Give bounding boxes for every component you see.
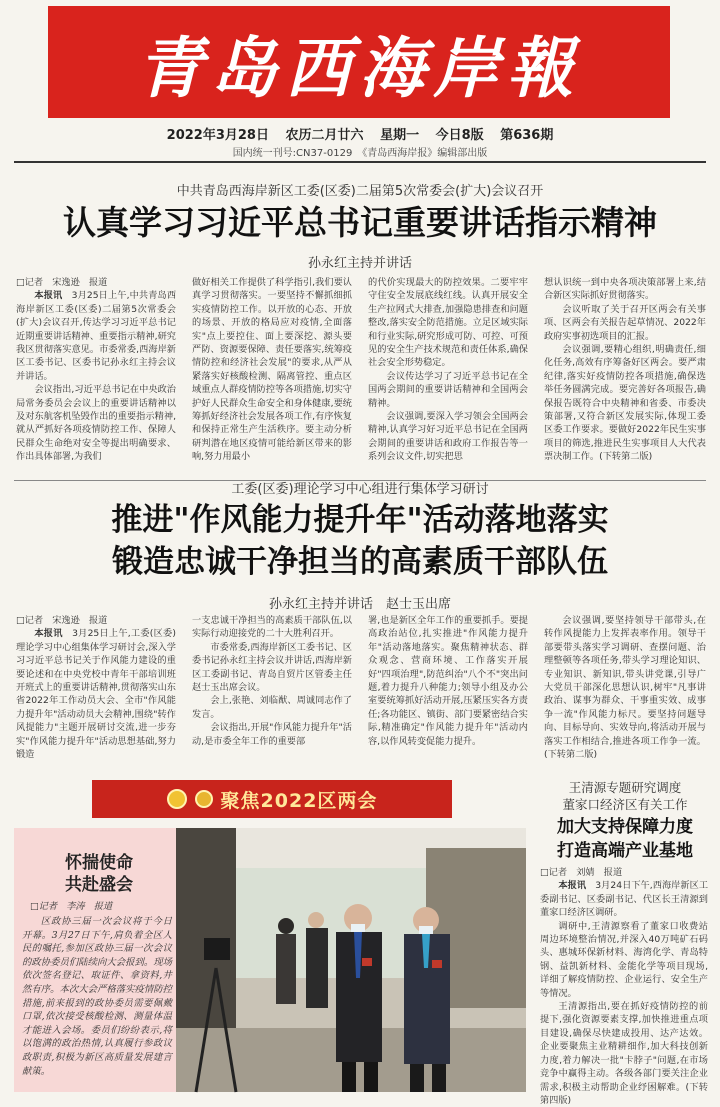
feature-title bbox=[24, 852, 174, 896]
article1-column-1 bbox=[16, 276, 176, 476]
article2-kicker: 工委(区委)理论学习中心组进行集体学习研讨 bbox=[231, 482, 489, 497]
article2-byline: □记者 宋逸逊 报道 bbox=[16, 615, 108, 626]
article2-subhead: 孙永红主持并讲话 赵士玉出席 bbox=[268, 597, 451, 612]
article1-lead-label: 本报讯 bbox=[34, 290, 63, 302]
article1-headline: 认真学习习近平总书记重要讲话指示精神 bbox=[63, 203, 657, 242]
party-emblem-icon bbox=[167, 789, 187, 809]
side-headline-line1: 加大支持保障力度 bbox=[557, 817, 693, 837]
article1-column-2 bbox=[192, 276, 352, 476]
article1-column-3 bbox=[368, 276, 528, 476]
side-body2: 调研中,王清源察看了董家口收费站周边环境整治情况,并深入40万吨矿石码头、惠城环保新材料、海湾化学、青岛特钢、益凯新材料、金能化学等项目现场,详细了解疫情防控、企业运行、安全生产等情况。 bbox=[540, 920, 708, 999]
side-body3: 王清源指出,要在抓好疫情防控的前提下,强化资源要素支撑,加快推进重点项目建设,确保尽快建成投用、达产达效。企业要聚焦主业精耕细作,加大科技创新力度,着力解决一批"卡脖子"问题,在市场竞争中赢得主动。各级各部门要关注企业需求,积极主动帮助企业纾困解难。(下转第四版) bbox=[540, 1001, 708, 1106]
issue-publisher: 国内统一刊号:CN37-0129 《青岛西海岸报》编辑部出版 bbox=[232, 148, 488, 159]
article2-column-4 bbox=[544, 614, 706, 772]
article2-col2c-text: 会上,张艳、刘临猷、周诚同志作了发言。 bbox=[192, 695, 352, 720]
article2-col2d-text: 会议指出,开展"作风能力提升年"活动,是市委全年工作的重要部 bbox=[192, 722, 352, 747]
news-photo-illustration bbox=[176, 828, 526, 1092]
article1-subhead: 孙永红主持并讲话 bbox=[307, 256, 412, 271]
feature-title-line1: 怀揣使命 bbox=[65, 853, 133, 873]
news-photo bbox=[176, 828, 526, 1092]
article2-headline-line2: 锻造忠诚干净担当的高素质干部队伍 bbox=[112, 544, 608, 580]
feature-byline: □记者 李涛 报道 bbox=[30, 901, 113, 912]
article1-kicker: 中共青岛西海岸新区工委(区委)二届第5次常委会(扩大)会议召开 bbox=[176, 184, 544, 199]
article2-lead-label: 本报讯 bbox=[34, 628, 63, 640]
issue-date: 2022年3月28日 bbox=[166, 128, 269, 143]
article2-column-2 bbox=[192, 614, 352, 772]
article1-col1-text: 3月25日上午,中共青岛西海岸新区工委(区委)二届第5次常委会(扩大)会议召开,传达学习习近平总书记近期重要讲话精神、重要指示精神,研究我区贯彻落实意见。市委常委,西海岸新区工委书记、区委书记孙永红主持会议并讲话。 bbox=[16, 290, 177, 382]
article1-col2-text: 做好相关工作提供了科学指引,我们要认真学习贯彻落实。一要坚持不懈抓细抓实疫情防控工作。以开放的心态、开放的场景、开放的格局应对疫情,全面落实"点上要控住、面上要深挖、源头要严防、资源要保障、责任要落实,统筹疫情防控和经济社会发展"的要求,从严从紧落实好核酸检测、隔离管控、重点区域重点人群疫情防控等各项措施,切实守护好人民群众生命安全和身体健康,要统筹抓好经济社会发展各项工作,有序恢复和保持正常生产生活秩序。要主动分析研判潜在地区疫情可能给新区带来的影响,努力用最小 bbox=[192, 277, 352, 463]
article1-col4c-text: 会议强调,要精心组织,明确责任,细化任务,高效有序筹备好区两会。要严肃纪律,落实好疫情防控各项措施,确保选举任务圆满完成。要完善好各项报告,确保报告既符合中央精神和省委、市委决策部署,又符合新区发展实际,体现工委区委工作要求。要做好2022年民生实事项目的筛选,推进民生实事项目人大代表票决制工作。(下转第二版) bbox=[544, 344, 706, 463]
issue-pages: 今日8版 bbox=[435, 128, 484, 143]
article2-headline-line1: 推进"作风能力提升年"活动落地落实 bbox=[111, 502, 609, 538]
divider bbox=[14, 161, 706, 163]
side-byline: □记者 刘婧 报道 bbox=[540, 867, 623, 878]
article2-col3-text: 署,也是新区全年工作的重要抓手。要提高政治站位,扎实推进"作风能力提升年"活动落地落实。聚焦精神状态、群众观念、营商环境、工作落实开展好"四项治理",防范纠治"八个不"突出问题,着力提升八种能力;领导小组及办公室要统筹抓好活动开展,压紧压实各方责任;各功能区、镇街、部门要紧密结合实际,精准确定"作风能力提升年"活动内容,以作风转变促能力提升。 bbox=[368, 615, 528, 747]
article1-col3b-text: 会议传达学习了习近平总书记在全国两会期间的重要讲话精神和全国两会精神。 bbox=[368, 370, 528, 409]
article2-col1-text: 3月25日上午,工委(区委)理论学习中心组集体学习研讨会,深入学习习近平总书记关于作风能力建设的重要论述和在中央党校中青年干部培训班开班式上的重要讲话精神,贯彻落实山东省2022年工作动员大会、全市"作风能力提升年"活动动员大会精神,围绕"转作风提能力"主题开展研讨交流,进一步夯实"作风能力提升年"活动思想基础,努力锻造 bbox=[16, 628, 177, 761]
article1-col3c-text: 会议强调,要深入学习领会全国两会精神,认真学习好习近平总书记在全国两会期间的重要讲话和政府工作报告等一系列会议文件,切实把思 bbox=[368, 411, 528, 463]
article2-column-3 bbox=[368, 614, 528, 772]
article1-col3-text: 的代价实现最大的防控效果。二要牢牢守住安全发展底线红线。认真开展安全生产拉网式大排查,加强隐患排查和问题整改,落实安全防范措施。立足区域实际和行业实际,研究形成可防、可控、可预见的安全生产技术规范和责任体系,确保社会安全形势稳定。 bbox=[368, 277, 528, 369]
issue-lunar: 农历二月廿六 bbox=[285, 128, 364, 143]
side-kicker-line2: 董家口经济区有关工作 bbox=[562, 797, 688, 812]
masthead bbox=[48, 6, 670, 118]
issue-weekday: 星期一 bbox=[380, 128, 420, 143]
issue-number: 第636期 bbox=[500, 128, 554, 143]
side-article-body bbox=[540, 866, 709, 1106]
issue-line bbox=[0, 124, 720, 143]
side-kicker-line1: 王清源专题研究调度 bbox=[568, 780, 682, 795]
side-lead-label: 本报讯 bbox=[558, 880, 587, 892]
focus-banner-title: 聚焦2022区两会 bbox=[220, 789, 378, 812]
article1-col4-text: 想认识统一到中央各项决策部署上来,结合新区实际抓好贯彻落实。 bbox=[544, 277, 706, 302]
article1-col1b-text: 会议指出,习近平总书记在中央政治局常务委员会会议上的重要讲话精神以及对东航客机坠毁作出的重要指示精神,就从严抓好各项疫情防控工作、保障人民群众生命绝对安全等提出明确要求、作出具体部署,为我们 bbox=[16, 384, 176, 463]
side-headline-line2: 打造高端产业基地 bbox=[557, 841, 693, 861]
focus-banner bbox=[92, 780, 452, 818]
article1-column-4 bbox=[544, 276, 706, 476]
article2-col4-text: 会议强调,要坚持领导干部带头,在转作风提能力上发挥表率作用。领导干部要带头落实学习调研、查摆问题、治理整顿等各项任务,带头学习理论知识、专业知识、新知识,带头讲党课,引导广大党员干部深化思想认识,树牢"凡事讲政治、谋事为群众、干事重实效、成事争一流"作风能力标尺。要坚持问题导向、目标导向、实效导向,将活动开展与落实工作相结合,推进各项工作争一流。(下转第二版) bbox=[544, 615, 706, 761]
article1-col4b-text: 会议听取了关于召开区两会有关事项、区两会有关报告起草情况、2022年政府实事初选项目的汇报。 bbox=[544, 303, 706, 342]
masthead-title: 青岛西海岸報 bbox=[137, 28, 581, 107]
article2-col2-text: 一支忠诚干净担当的高素质干部队伍,以实际行动迎接党的二十大胜利召开。 bbox=[192, 615, 352, 640]
feature-title-line2: 共赴盛会 bbox=[65, 875, 133, 895]
article2-col2b-text: 市委常委,西海岸新区工委书记、区委书记孙永红主持会议并讲话,西海岸新区工委副书记、青岛自贸片区管委主任赵士玉出席会议。 bbox=[192, 641, 352, 694]
article2-column-1 bbox=[16, 614, 176, 772]
side-body1: 3月24日下午,西海岸新区工委副书记、区委副书记、代区长王清源到董家口经济区调研。 bbox=[540, 880, 709, 919]
national-emblem-icon bbox=[195, 790, 213, 808]
article1-byline: □记者 宋逸逊 报道 bbox=[16, 277, 108, 288]
feature-text: 区政协三届一次会议将于今日开幕。3月27日下午,肩负着全区人民的嘱托,参加区政协三届一次会议的政协委员们陆续向大会报到。现场依次签名登记、取证件、拿资料,井然有序。本次大会严格落实疫情防控措施,前来报到的政协委员需要佩戴口罩,依次接受核酸检测、测量体温才能进入会场。委员们纷纷表示,将以饱满的政治热情,认真履行参政议政职责,积极为新区高质量发展建言献策。 bbox=[22, 916, 173, 1077]
